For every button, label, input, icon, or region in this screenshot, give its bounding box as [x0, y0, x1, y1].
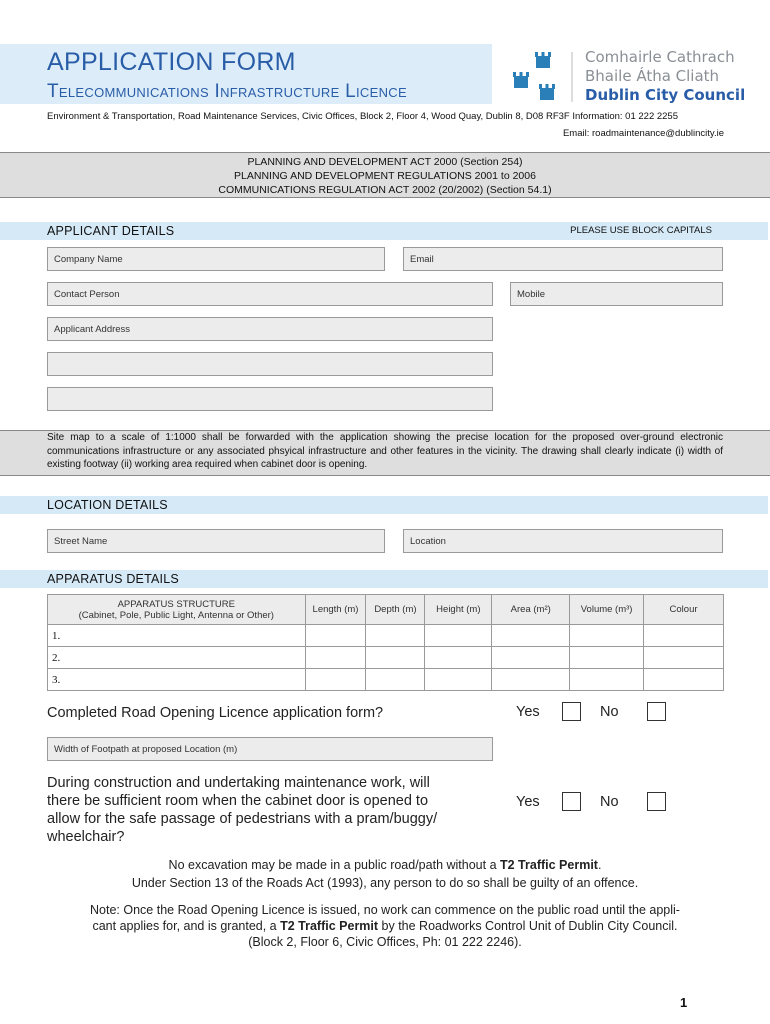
header-area: Area (m²): [492, 595, 570, 625]
council-name-english: Dublin City Council: [585, 86, 746, 104]
volume-cell[interactable]: [570, 669, 644, 691]
colour-cell[interactable]: [644, 625, 724, 647]
height-cell[interactable]: [425, 647, 492, 669]
act-line-3: COMMUNICATIONS REGULATION ACT 2002 (20/2002) (Section 54.1): [218, 184, 552, 196]
applicant-address-line-2[interactable]: [47, 352, 493, 376]
email-line: Email: roadmaintenance@dublincity.ie: [562, 128, 724, 139]
table-row: [48, 625, 724, 647]
company-name-field[interactable]: Company Name: [47, 247, 385, 271]
block-capitals-note: PLEASE USE BLOCK CAPITALS: [570, 225, 712, 236]
length-cell[interactable]: [305, 647, 366, 669]
length-cell[interactable]: [305, 625, 366, 647]
mobile-field[interactable]: Mobile: [510, 282, 723, 306]
page-number: 1: [680, 995, 688, 1010]
applicant-address-field[interactable]: Applicant Address: [47, 317, 493, 341]
yes-label: Yes: [516, 704, 540, 720]
road-opening-no-checkbox[interactable]: [647, 702, 666, 721]
no-label: No: [600, 794, 619, 810]
height-cell[interactable]: [425, 669, 492, 691]
road-opening-yes-checkbox[interactable]: [562, 702, 581, 721]
volume-cell[interactable]: [570, 625, 644, 647]
cabinet-door-no-checkbox[interactable]: [647, 792, 666, 811]
header-height: Height (m): [425, 595, 492, 625]
contact-person-field[interactable]: Contact Person: [47, 282, 493, 306]
castles-icon: [508, 48, 578, 106]
header-depth: Depth (m): [366, 595, 425, 625]
depth-cell[interactable]: [366, 625, 425, 647]
licence-note: Note: Once the Road Opening Licence is issued, no work can commence on the public road until the appli- cant applies for, and is granted, a T2 Traffic Permit by the Roadworks Control Unit of Dublin City Council. (Block 2, Floor 6, Civic Offices, Ph: 01 222 2246).: [90, 903, 680, 949]
act-line-1: PLANNING AND DEVELOPMENT ACT 2000 (Section 254): [247, 156, 523, 168]
height-cell[interactable]: [425, 625, 492, 647]
row-number[interactable]: 3.: [48, 669, 306, 691]
row-number[interactable]: 1.: [48, 625, 306, 647]
header-volume: Volume (m³): [570, 595, 644, 625]
contact-line: Environment & Transportation, Road Maintenance Services, Civic Offices, Block 2, Floor 4, Wood Quay, Dublin 8, D08 RF3F Information: 01 222 2255: [47, 111, 679, 122]
colour-cell[interactable]: [644, 647, 724, 669]
yes-label: Yes: [516, 794, 540, 810]
no-label: No: [600, 704, 619, 720]
header-colour: Colour: [644, 595, 724, 625]
cabinet-door-question: During construction and undertaking maintenance work, will there be sufficient room when the cabinet door is opened to allow for the safe passage of pedestrians with a pram/buggy/ wheelchair?: [47, 775, 438, 845]
legislation-banner: [0, 152, 770, 198]
footpath-width-field[interactable]: Width of Footpath at proposed Location (m): [47, 737, 493, 761]
length-cell[interactable]: [305, 669, 366, 691]
header-length: Length (m): [305, 595, 366, 625]
applicant-section-title: APPLICANT DETAILS: [47, 224, 175, 238]
location-field[interactable]: Location: [403, 529, 723, 553]
area-cell[interactable]: [492, 647, 570, 669]
street-name-field[interactable]: Street Name: [47, 529, 385, 553]
act-line-2: PLANNING AND DEVELOPMENT REGULATIONS 2001 to 2006: [234, 170, 536, 182]
table-row: [48, 647, 724, 669]
email-field[interactable]: Email: [403, 247, 723, 271]
cabinet-door-yes-checkbox[interactable]: [562, 792, 581, 811]
area-cell[interactable]: [492, 669, 570, 691]
area-cell[interactable]: [492, 625, 570, 647]
form-subtitle: Telecommunications Infrastructure Licence: [47, 81, 407, 102]
site-map-instructions: Site map to a scale of 1:1000 shall be forwarded with the application showing the precise location for the proposed over-ground electronic communications infrastructure or any associated phsyical infrastructure and other features in the vicinity. The drawing shall clearly indicate (i) width of existing footway (ii) working area required when cabinet door is opening.: [0, 430, 770, 476]
form-title: APPLICATION FORM: [47, 48, 296, 76]
road-opening-question: Completed Road Opening Licence application form?: [47, 705, 384, 721]
roads-act-notice: Under Section 13 of the Roads Act (1993), any person to do so shall be guilty of an offence.: [131, 876, 639, 890]
council-name-irish-1: Comhairle Cathrach: [585, 48, 735, 66]
depth-cell[interactable]: [366, 669, 425, 691]
table-row: [48, 669, 724, 691]
colour-cell[interactable]: [644, 669, 724, 691]
location-section-title: LOCATION DETAILS: [47, 498, 168, 512]
depth-cell[interactable]: [366, 647, 425, 669]
table-header-row: [48, 595, 724, 625]
apparatus-section-title: APPARATUS DETAILS: [47, 572, 179, 586]
row-number[interactable]: 2.: [48, 647, 306, 669]
apparatus-table: [47, 594, 724, 691]
applicant-address-line-3[interactable]: [47, 387, 493, 411]
header-apparatus-structure: APPARATUS STRUCTURE (Cabinet, Pole, Public Light, Antenna or Other): [48, 595, 306, 625]
excavation-notice: No excavation may be made in a public road/path without a T2 Traffic Permit.: [168, 858, 602, 872]
volume-cell[interactable]: [570, 647, 644, 669]
council-name-irish-2: Bhaile Átha Cliath: [585, 67, 720, 85]
